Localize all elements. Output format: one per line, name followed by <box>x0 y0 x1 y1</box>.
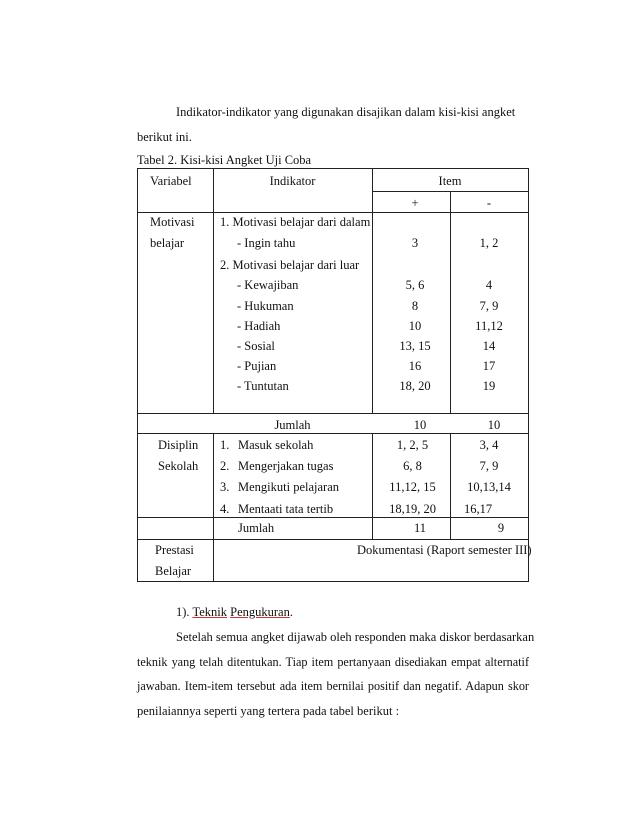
body-line-2: teknik yang telah ditentukan. Tiap item pertanyaan disediakan empat alternatif <box>137 655 529 669</box>
section-word-1: Teknik <box>192 605 227 619</box>
var-motivasi-1: Motivasi <box>150 215 195 229</box>
motivasi-indikator-5: - Hukuman <box>237 299 294 313</box>
intro-text-1: Indikator-indikator yang digunakan disajikan dalam kisi-kisi angket <box>176 105 516 119</box>
disiplin-num-4: 4. <box>220 502 230 516</box>
disiplin-num-3: 3. <box>220 480 230 494</box>
motivasi-plus-5: 8 <box>411 299 419 313</box>
section-heading <box>176 605 293 619</box>
table-border-right <box>528 168 529 581</box>
table-border-left <box>137 168 138 581</box>
motivasi-minus-8: 17 <box>482 359 496 373</box>
section-number: 1). <box>176 605 190 619</box>
header-indikator: Indikator <box>269 174 316 188</box>
col-divider-indikator-2 <box>372 433 373 539</box>
motivasi-jumlah-bottom-line <box>137 433 529 434</box>
disiplin-jumlah-plus: 11 <box>413 521 427 535</box>
motivasi-minus-7: 14 <box>482 339 496 353</box>
disiplin-minus-1: 3, 4 <box>479 438 499 452</box>
disiplin-plus-4: 18,19, 20 <box>389 502 436 516</box>
var-disiplin-1: Disiplin <box>158 438 199 452</box>
header-variabel: Variabel <box>150 174 192 188</box>
header-bottom-line <box>137 212 529 213</box>
motivasi-plus-6: 10 <box>408 319 422 333</box>
col-divider-indikator-1 <box>372 168 373 413</box>
intro-line-2: berikut ini. <box>137 130 192 144</box>
motivasi-plus-8: 16 <box>408 359 422 373</box>
intro-line-1 <box>176 105 529 119</box>
motivasi-indikator-1: 1. Motivasi belajar dari dalam <box>220 215 371 229</box>
disiplin-plus-2: 6, 8 <box>403 459 422 473</box>
motivasi-indikator-7: - Sosial <box>237 339 275 353</box>
motivasi-minus-2: 1, 2 <box>479 236 499 250</box>
disiplin-minus-2: 7, 9 <box>479 459 499 473</box>
disiplin-num-2: 2. <box>220 459 230 473</box>
disiplin-jumlah-label: Jumlah <box>238 521 275 535</box>
disiplin-indikator-4: Mentaati tata tertib <box>238 502 334 516</box>
section-dot: . <box>289 605 293 619</box>
disiplin-plus-3: 11,12, 15 <box>389 480 436 494</box>
motivasi-indikator-4: - Kewajiban <box>237 278 299 292</box>
motivasi-jumlah-minus: 10 <box>487 418 501 432</box>
var-prestasi-1: Prestasi <box>155 543 194 557</box>
table-border-top <box>137 168 529 169</box>
disiplin-num-1: 1. <box>220 438 230 452</box>
table-caption: Tabel 2. Kisi-kisi Angket Uji Coba <box>137 153 312 167</box>
disiplin-minus-3: 10,13,14 <box>467 480 511 494</box>
motivasi-indikator-2: - Ingin tahu <box>237 236 296 250</box>
motivasi-indikator-9: - Tuntutan <box>237 379 289 393</box>
disiplin-minus-4: 16,17 <box>463 502 493 516</box>
var-disiplin-2: Sekolah <box>158 459 199 473</box>
body-line-4: penilaiannya seperti yang tertera pada tabel berikut : <box>137 704 400 718</box>
disiplin-indikator-2: Mengerjakan tugas <box>238 459 334 473</box>
motivasi-body-bottom-line <box>137 413 529 414</box>
motivasi-indikator-6: - Hadiah <box>237 319 281 333</box>
body-line-1: Setelah semua angket dijawab oleh responden maka diskor berdasarkan <box>176 630 535 644</box>
section-word-2: Pengukuran <box>230 605 290 619</box>
col-divider-variabel-1 <box>213 168 214 413</box>
disiplin-plus-1: 1, 2, 5 <box>396 438 429 452</box>
motivasi-plus-2: 3 <box>411 236 419 250</box>
prestasi-dokumentasi: Dokumentasi (Raport semester III) <box>357 543 532 557</box>
motivasi-jumlah-plus: 10 <box>413 418 427 432</box>
motivasi-minus-6: 11,12 <box>475 319 503 333</box>
var-prestasi-2: Belajar <box>155 564 192 578</box>
motivasi-minus-5: 7, 9 <box>479 299 499 313</box>
header-item: Item <box>438 174 462 188</box>
disiplin-jumlah-minus: 9 <box>497 521 505 535</box>
motivasi-plus-9: 18, 20 <box>399 379 431 393</box>
motivasi-minus-4: 4 <box>485 278 493 292</box>
body-line-3: jawaban. Item-item tersebut ada item bernilai positif dan negatif. Adapun skor <box>137 679 529 693</box>
disiplin-jumlah-bottom-line <box>137 539 529 540</box>
motivasi-indikator-8: - Pujian <box>237 359 277 373</box>
header-minus: - <box>486 196 492 210</box>
var-motivasi-2: belajar <box>150 236 185 250</box>
col-divider-variabel-2 <box>213 433 214 581</box>
header-plus: + <box>411 196 419 210</box>
disiplin-indikator-1: Masuk sekolah <box>238 438 314 452</box>
disiplin-indikator-3: Mengikuti pelajaran <box>238 480 340 494</box>
motivasi-minus-9: 19 <box>482 379 496 393</box>
disiplin-body-bottom-line <box>137 517 529 518</box>
table-border-bottom <box>137 581 529 582</box>
motivasi-plus-7: 13, 15 <box>399 339 431 353</box>
motivasi-indikator-3: 2. Motivasi belajar dari luar <box>220 258 360 272</box>
motivasi-jumlah-label: Jumlah <box>274 418 311 432</box>
motivasi-plus-4: 5, 6 <box>405 278 425 292</box>
